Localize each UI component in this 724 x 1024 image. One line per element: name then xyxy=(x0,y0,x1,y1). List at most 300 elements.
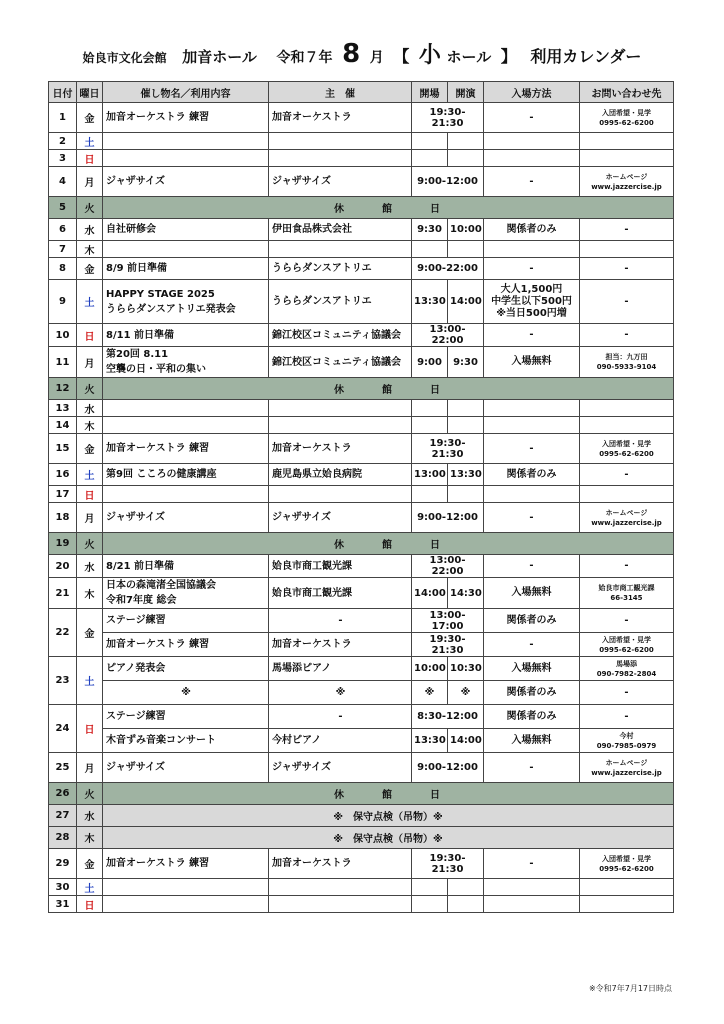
start-cell: 14:00 xyxy=(448,729,484,753)
entry-cell xyxy=(484,729,580,753)
date-cell: 28 xyxy=(49,827,77,849)
entry-cell xyxy=(484,417,580,434)
contact-cell xyxy=(580,400,674,417)
header-start: 開演 xyxy=(448,82,484,103)
contact-cell xyxy=(580,896,674,913)
weekday-cell: 金 xyxy=(77,103,103,133)
cell-line: HAPPY STAGE 2025 xyxy=(106,288,215,300)
host-cell: うららダンスアトリエ xyxy=(269,258,412,280)
event-cell xyxy=(103,486,269,503)
date-cell: 12 xyxy=(49,378,77,400)
header-event: 催し物名／利用内容 xyxy=(103,82,269,103)
start-cell xyxy=(448,150,484,167)
table-row xyxy=(49,133,674,150)
event-cell xyxy=(103,633,269,657)
time-cell: 13:00-22:00 xyxy=(412,555,484,578)
cell-line: www.jazzercise.jp xyxy=(591,768,662,777)
cell-line: - xyxy=(529,638,534,650)
host-cell: - xyxy=(269,609,412,633)
closed-char: 休 xyxy=(334,540,346,551)
cell-line: - xyxy=(624,560,629,571)
entry-cell xyxy=(484,555,580,578)
date-cell: 23 xyxy=(49,657,77,705)
closed-char: 館 xyxy=(382,204,394,215)
date-cell: 18 xyxy=(49,503,77,533)
weekday-cell: 水 xyxy=(77,400,103,417)
start-cell: 14:30 xyxy=(448,578,484,609)
weekday-cell: 木 xyxy=(77,578,103,609)
contact-cell xyxy=(580,609,674,633)
cell-line: 入団希望・見学 xyxy=(602,635,651,644)
date-cell: 31 xyxy=(49,896,77,913)
cell-line: - xyxy=(529,329,534,340)
cell-line: ジャザサイズ xyxy=(106,512,165,523)
weekday-cell: 月 xyxy=(77,167,103,197)
date-cell: 29 xyxy=(49,849,77,879)
date-cell: 20 xyxy=(49,555,77,578)
cell-line: 0995-62-6200 xyxy=(599,645,654,654)
table-row xyxy=(49,434,674,464)
cell-line: 入団希望・見学 xyxy=(602,854,651,863)
closed-day-cell xyxy=(103,378,674,400)
cell-line: - xyxy=(624,614,629,626)
cell-line: 090-7985-0979 xyxy=(596,741,657,750)
start-cell xyxy=(448,879,484,896)
weekday-cell: 日 xyxy=(77,705,103,753)
weekday-cell: 火 xyxy=(77,197,103,219)
table-row xyxy=(49,729,674,753)
cell-line: 加音オーケストラ 練習 xyxy=(106,639,210,650)
weekday-cell: 火 xyxy=(77,783,103,805)
table-row xyxy=(49,609,674,633)
date-cell: 8 xyxy=(49,258,77,280)
open-cell: 9:00 xyxy=(412,347,448,378)
cell-line: 自社研修会 xyxy=(106,224,156,235)
entry-cell xyxy=(484,167,580,197)
cell-line: 中学生以下500円 xyxy=(491,295,572,307)
date-cell: 3 xyxy=(49,150,77,167)
cell-line: 66-3145 xyxy=(610,594,643,602)
contact-cell xyxy=(580,486,674,503)
date-cell: 4 xyxy=(49,167,77,197)
time-cell: 8:30-12:00 xyxy=(412,705,484,729)
event-cell xyxy=(103,464,269,486)
closed-char: 館 xyxy=(382,540,394,551)
closed-char: 休 xyxy=(334,790,346,801)
start-cell: 9:30 xyxy=(448,347,484,378)
host-cell: 鹿児島県立姶良病院 xyxy=(269,464,412,486)
cell-line: 関係者のみ xyxy=(506,223,557,235)
cell-line: 今村 xyxy=(619,731,634,740)
title-hall: 加音ホール xyxy=(182,48,257,66)
entry-cell xyxy=(484,133,580,150)
cell-line: 令和7年度 総会 xyxy=(106,595,177,606)
table-row xyxy=(49,657,674,681)
entry-cell xyxy=(484,879,580,896)
date-cell: 11 xyxy=(49,347,77,378)
weekday-cell: 土 xyxy=(77,280,103,324)
open-cell xyxy=(412,486,448,503)
cell-line: - xyxy=(529,262,534,274)
title-month-suffix: 月 xyxy=(369,50,384,66)
contact-cell xyxy=(580,753,674,783)
table-row xyxy=(49,503,674,533)
date-cell: 14 xyxy=(49,417,77,434)
cell-line: 8/11 前日準備 xyxy=(106,329,175,341)
cell-line: 8/21 前日準備 xyxy=(106,560,175,572)
cell-line: 大人1,500円 xyxy=(500,283,563,295)
open-cell: 13:30 xyxy=(412,280,448,324)
header-date: 日付 xyxy=(49,82,77,103)
cell-line: 加音オーケストラ 練習 xyxy=(106,112,210,123)
event-cell xyxy=(103,896,269,913)
header-contact: お問い合わせ先 xyxy=(580,82,674,103)
event-cell xyxy=(103,103,269,133)
entry-cell xyxy=(484,464,580,486)
date-cell: 7 xyxy=(49,241,77,258)
cell-line: - xyxy=(529,111,534,123)
cell-line: - xyxy=(624,468,629,480)
event-cell xyxy=(103,417,269,434)
entry-cell xyxy=(484,578,580,609)
entry-cell xyxy=(484,486,580,503)
weekday-cell: 木 xyxy=(77,241,103,258)
event-cell xyxy=(103,133,269,150)
weekday-cell: 土 xyxy=(77,133,103,150)
start-cell xyxy=(448,133,484,150)
start-cell xyxy=(448,896,484,913)
time-cell: 19:30-21:30 xyxy=(412,103,484,133)
weekday-cell: 土 xyxy=(77,464,103,486)
table-row xyxy=(49,753,674,783)
contact-cell xyxy=(580,555,674,578)
host-cell: 馬場添ピアノ xyxy=(269,657,412,681)
closed-day-cell xyxy=(103,783,674,805)
maintenance-cell: ※ 保守点検（吊物）※ xyxy=(103,805,674,827)
cell-line: 入場無料 xyxy=(511,734,552,746)
date-cell: 22 xyxy=(49,609,77,657)
cell-line: うららダンスアトリエ発表会 xyxy=(106,303,236,315)
date-cell: 13 xyxy=(49,400,77,417)
start-cell: 10:30 xyxy=(448,657,484,681)
host-cell xyxy=(269,241,412,258)
cell-line: 第20回 8.11 xyxy=(106,349,169,360)
weekday-cell: 水 xyxy=(77,555,103,578)
host-cell xyxy=(269,417,412,434)
closed-char: 休 xyxy=(334,204,346,215)
cell-line: - xyxy=(529,511,534,523)
footnote: ※令和7年7月17日時点 xyxy=(588,984,672,993)
host-cell: ジャザサイズ xyxy=(269,753,412,783)
start-cell: ※ xyxy=(448,681,484,705)
open-cell: 13:00 xyxy=(412,464,448,486)
event-cell xyxy=(103,705,269,729)
contact-cell xyxy=(580,681,674,705)
host-cell: 今村ピアノ xyxy=(269,729,412,753)
date-cell: 21 xyxy=(49,578,77,609)
host-cell xyxy=(269,896,412,913)
event-cell xyxy=(103,657,269,681)
weekday-cell: 金 xyxy=(77,849,103,879)
contact-cell xyxy=(580,103,674,133)
event-cell xyxy=(103,729,269,753)
calendar-body xyxy=(49,103,674,913)
date-cell: 16 xyxy=(49,464,77,486)
contact-cell xyxy=(580,578,674,609)
header-host: 主 催 xyxy=(269,82,412,103)
event-cell xyxy=(103,753,269,783)
host-cell xyxy=(269,400,412,417)
start-cell xyxy=(448,417,484,434)
cell-line: - xyxy=(624,710,629,722)
contact-cell xyxy=(580,133,674,150)
cell-line: 入場無料 xyxy=(511,356,552,367)
weekday-cell: 日 xyxy=(77,324,103,347)
weekday-cell: 金 xyxy=(77,434,103,464)
open-cell xyxy=(412,417,448,434)
table-row xyxy=(49,464,674,486)
host-cell: 錦江校区コミュニティ協議会 xyxy=(269,347,412,378)
cell-line: www.jazzercise.jp xyxy=(591,518,662,527)
entry-cell xyxy=(484,324,580,347)
entry-cell xyxy=(484,434,580,464)
event-cell xyxy=(103,849,269,879)
weekday-cell: 木 xyxy=(77,827,103,849)
header-weekday: 曜日 xyxy=(77,82,103,103)
cell-line: ピアノ発表会 xyxy=(106,663,166,674)
closed-char: 日 xyxy=(430,204,442,215)
entry-cell xyxy=(484,280,580,324)
table-row xyxy=(49,324,674,347)
date-cell: 27 xyxy=(49,805,77,827)
host-cell: 姶良市商工観光課 xyxy=(269,555,412,578)
cell-line: 8/9 前日準備 xyxy=(106,263,168,274)
contact-cell xyxy=(580,879,674,896)
start-cell xyxy=(448,241,484,258)
date-cell: 25 xyxy=(49,753,77,783)
open-cell: 9:30 xyxy=(412,219,448,241)
cell-line: 関係者のみ xyxy=(506,710,557,722)
cell-line: ジャザサイズ xyxy=(106,762,165,773)
maintenance-cell: ※ 保守点検（吊物）※ xyxy=(103,827,674,849)
closed-char: 日 xyxy=(430,385,442,396)
weekday-cell: 日 xyxy=(77,486,103,503)
table-row xyxy=(49,219,674,241)
table-row xyxy=(49,417,674,434)
open-cell xyxy=(412,896,448,913)
closed-day-cell xyxy=(103,533,674,555)
open-cell: 13:30 xyxy=(412,729,448,753)
page-title xyxy=(0,38,724,69)
host-cell: 伊田食品株式会社 xyxy=(269,219,412,241)
cell-line: www.jazzercise.jp xyxy=(591,182,662,191)
weekday-cell: 火 xyxy=(77,533,103,555)
event-cell xyxy=(103,167,269,197)
table-row xyxy=(49,555,674,578)
contact-cell xyxy=(580,503,674,533)
contact-cell xyxy=(580,280,674,324)
table-row xyxy=(49,896,674,913)
entry-cell xyxy=(484,849,580,879)
weekday-cell: 土 xyxy=(77,657,103,705)
title-org: 姶良市文化会館 xyxy=(82,51,167,65)
table-row xyxy=(49,849,674,879)
weekday-cell: 月 xyxy=(77,503,103,533)
table-row xyxy=(49,681,674,705)
host-cell: 加音オーケストラ xyxy=(269,103,412,133)
date-cell: 9 xyxy=(49,280,77,324)
closed-day-cell xyxy=(103,197,674,219)
host-cell: ジャザサイズ xyxy=(269,167,412,197)
closed-char: 日 xyxy=(430,540,442,551)
title-small: 小 xyxy=(418,43,441,68)
cell-line: ステージ練習 xyxy=(106,615,166,626)
cell-line: - xyxy=(624,223,629,235)
cell-line: 空襲の日・平和の集い xyxy=(106,364,206,375)
weekday-cell: 土 xyxy=(77,879,103,896)
host-cell: 姶良市商工観光課 xyxy=(269,578,412,609)
open-cell: 10:00 xyxy=(412,657,448,681)
cell-line: - xyxy=(529,857,534,869)
contact-cell xyxy=(580,705,674,729)
event-cell xyxy=(103,280,269,324)
closed-char: 館 xyxy=(382,385,394,396)
weekday-cell: 水 xyxy=(77,805,103,827)
weekday-cell: 木 xyxy=(77,417,103,434)
table-row xyxy=(49,578,674,609)
start-cell: 14:00 xyxy=(448,280,484,324)
entry-cell xyxy=(484,103,580,133)
event-cell xyxy=(103,241,269,258)
time-cell: 19:30-21:30 xyxy=(412,633,484,657)
cell-line: 日本の森滝渚全国協議会 xyxy=(106,580,216,591)
date-cell: 26 xyxy=(49,783,77,805)
date-cell: 15 xyxy=(49,434,77,464)
contact-cell xyxy=(580,657,674,681)
contact-cell xyxy=(580,633,674,657)
open-cell xyxy=(412,150,448,167)
start-cell xyxy=(448,486,484,503)
entry-cell xyxy=(484,258,580,280)
entry-cell xyxy=(484,753,580,783)
table-row xyxy=(49,486,674,503)
weekday-cell: 水 xyxy=(77,219,103,241)
cell-line: 担当：九万田 xyxy=(605,353,648,361)
cell-line: 馬場添 xyxy=(616,659,637,668)
time-cell: 9:00-12:00 xyxy=(412,753,484,783)
cell-line: 入団希望・見学 xyxy=(602,108,651,117)
start-cell: 13:30 xyxy=(448,464,484,486)
event-cell xyxy=(103,258,269,280)
cell-line: - xyxy=(624,686,629,698)
contact-cell xyxy=(580,729,674,753)
title-bracket-open: 【 xyxy=(393,47,410,66)
time-cell: 19:30-21:30 xyxy=(412,849,484,879)
date-cell: 1 xyxy=(49,103,77,133)
cell-line: ホームページ xyxy=(605,758,648,767)
time-cell: 13:00-17:00 xyxy=(412,609,484,633)
open-cell xyxy=(412,133,448,150)
table-row xyxy=(49,400,674,417)
entry-cell xyxy=(484,347,580,378)
weekday-cell: 金 xyxy=(77,609,103,657)
title-hall2: ホール xyxy=(446,48,492,66)
event-cell xyxy=(103,879,269,896)
entry-cell xyxy=(484,657,580,681)
event-cell xyxy=(103,434,269,464)
host-cell xyxy=(269,486,412,503)
table-row xyxy=(49,705,674,729)
table-row xyxy=(49,378,674,400)
host-cell: 加音オーケストラ xyxy=(269,633,412,657)
entry-cell xyxy=(484,150,580,167)
time-cell: 9:00-12:00 xyxy=(412,167,484,197)
cell-line: 0995-62-6200 xyxy=(599,118,654,127)
host-cell: ジャザサイズ xyxy=(269,503,412,533)
event-cell xyxy=(103,150,269,167)
cell-line: - xyxy=(624,295,629,307)
cell-line: 入場無料 xyxy=(511,662,552,674)
host-cell: 錦江校区コミュニティ協議会 xyxy=(269,324,412,347)
cell-line: 第9回 こころの健康講座 xyxy=(106,469,217,480)
time-cell: 13:00-22:00 xyxy=(412,324,484,347)
cell-line: 関係者のみ xyxy=(506,468,557,480)
host-cell xyxy=(269,133,412,150)
table-row xyxy=(49,533,674,555)
cell-line: ※当日500円増 xyxy=(496,307,567,319)
cell-line: 090-7982-2804 xyxy=(596,669,657,678)
table-row xyxy=(49,197,674,219)
entry-cell xyxy=(484,681,580,705)
contact-cell xyxy=(580,258,674,280)
open-cell xyxy=(412,241,448,258)
contact-cell xyxy=(580,849,674,879)
cell-line: 姶良市商工観光課 xyxy=(598,584,655,592)
cell-line: 加音オーケストラ 練習 xyxy=(106,858,210,869)
table-row xyxy=(49,150,674,167)
table-row xyxy=(49,167,674,197)
cell-line: ホームページ xyxy=(605,172,648,181)
entry-cell xyxy=(484,896,580,913)
cell-line: ジャザサイズ xyxy=(106,176,165,187)
time-cell: 19:30-21:30 xyxy=(412,434,484,464)
entry-cell xyxy=(484,219,580,241)
weekday-cell: 月 xyxy=(77,753,103,783)
cell-line: - xyxy=(529,560,534,571)
weekday-cell: 月 xyxy=(77,347,103,378)
entry-cell xyxy=(484,705,580,729)
host-cell: 加音オーケストラ xyxy=(269,849,412,879)
table-row xyxy=(49,103,674,133)
table-row xyxy=(49,879,674,896)
cell-line: - xyxy=(529,761,534,773)
contact-cell xyxy=(580,150,674,167)
event-cell xyxy=(103,400,269,417)
contact-cell xyxy=(580,347,674,378)
cell-line: ホームページ xyxy=(605,508,648,517)
event-cell xyxy=(103,219,269,241)
start-cell: 10:00 xyxy=(448,219,484,241)
entry-cell xyxy=(484,633,580,657)
host-cell: 加音オーケストラ xyxy=(269,434,412,464)
weekday-cell: 日 xyxy=(77,896,103,913)
table-row xyxy=(49,258,674,280)
contact-cell xyxy=(580,167,674,197)
entry-cell xyxy=(484,400,580,417)
cell-line: - xyxy=(529,175,534,187)
event-cell xyxy=(103,347,269,378)
cell-line: - xyxy=(624,262,629,274)
